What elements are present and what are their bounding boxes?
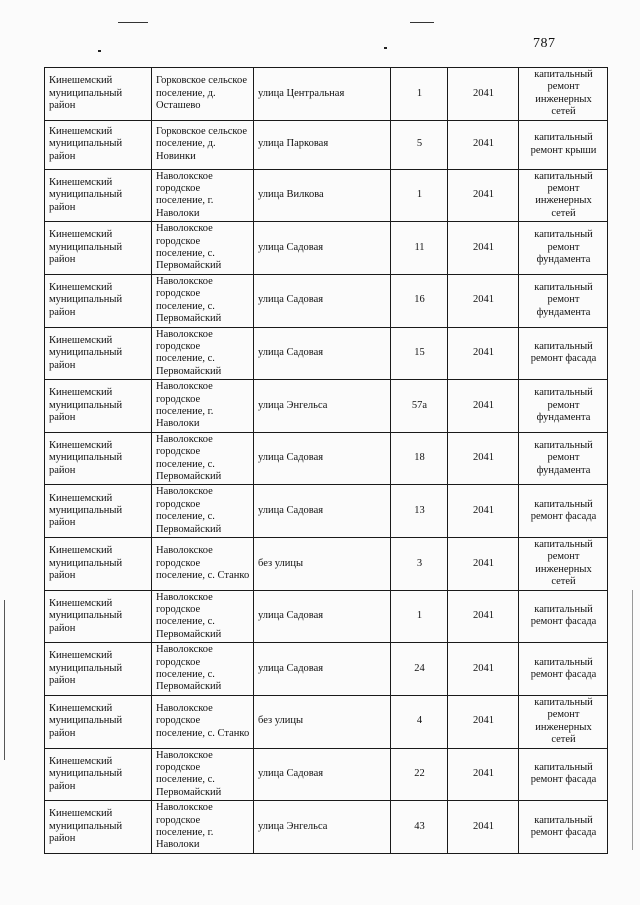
work-type-cell: капитальный ремонт фундамента xyxy=(519,222,608,275)
table-row xyxy=(45,68,608,121)
district-cell: Кинешемский муниципальный район xyxy=(45,590,152,643)
house-number-cell: 18 xyxy=(391,432,448,485)
settlement-cell: Наволокское городское поселение, г. Наволоки xyxy=(152,380,254,433)
district-cell: Кинешемский муниципальный район xyxy=(45,327,152,380)
house-number-cell: 57а xyxy=(391,380,448,433)
year-cell: 2041 xyxy=(448,538,519,591)
year-cell: 2041 xyxy=(448,68,519,121)
year-cell: 2041 xyxy=(448,801,519,854)
scan-edge-mark xyxy=(4,600,5,760)
settlement-cell: Наволокское городское поселение, с. Первомайский xyxy=(152,748,254,801)
street-cell: улица Садовая xyxy=(254,643,391,696)
work-type-cell: капитальный ремонт инженерных сетей xyxy=(519,695,608,748)
scan-artifact-line xyxy=(118,22,148,23)
year-cell: 2041 xyxy=(448,327,519,380)
page-number: 787 xyxy=(533,36,556,51)
work-type-cell: капитальный ремонт фасада xyxy=(519,643,608,696)
settlement-cell: Наволокское городское поселение, с. Первомайский xyxy=(152,643,254,696)
work-type-cell: капитальный ремонт фундамента xyxy=(519,432,608,485)
settlement-cell: Наволокское городское поселение, с. Станко xyxy=(152,538,254,591)
house-number-cell: 22 xyxy=(391,748,448,801)
street-cell: улица Энгельса xyxy=(254,801,391,854)
year-cell: 2041 xyxy=(448,695,519,748)
district-cell: Кинешемский муниципальный район xyxy=(45,485,152,538)
house-number-cell: 24 xyxy=(391,643,448,696)
table-row xyxy=(45,643,608,696)
table-row xyxy=(45,538,608,591)
year-cell: 2041 xyxy=(448,485,519,538)
settlement-cell: Наволокское городское поселение, с. Первомайский xyxy=(152,274,254,327)
year-cell: 2041 xyxy=(448,643,519,696)
work-type-cell: капитальный ремонт крыши xyxy=(519,120,608,169)
street-cell: улица Садовая xyxy=(254,222,391,275)
table-row xyxy=(45,748,608,801)
year-cell: 2041 xyxy=(448,432,519,485)
street-cell: улица Садовая xyxy=(254,327,391,380)
work-type-cell: капитальный ремонт фасада xyxy=(519,327,608,380)
table-row xyxy=(45,695,608,748)
settlement-cell: Наволокское городское поселение, г. Наволоки xyxy=(152,801,254,854)
house-number-cell: 1 xyxy=(391,169,448,222)
street-cell: улица Центральная xyxy=(254,68,391,121)
house-number-cell: 1 xyxy=(391,590,448,643)
house-number-cell: 43 xyxy=(391,801,448,854)
table-row xyxy=(45,120,608,169)
house-number-cell: 3 xyxy=(391,538,448,591)
district-cell: Кинешемский муниципальный район xyxy=(45,68,152,121)
settlement-cell: Наволокское городское поселение, с. Первомайский xyxy=(152,485,254,538)
settlement-cell: Наволокское городское поселение, г. Наволоки xyxy=(152,169,254,222)
year-cell: 2041 xyxy=(448,120,519,169)
house-number-cell: 5 xyxy=(391,120,448,169)
house-number-cell: 11 xyxy=(391,222,448,275)
table-row xyxy=(45,801,608,854)
street-cell: улица Садовая xyxy=(254,432,391,485)
district-cell: Кинешемский муниципальный район xyxy=(45,538,152,591)
table-row xyxy=(45,274,608,327)
district-cell: Кинешемский муниципальный район xyxy=(45,380,152,433)
district-cell: Кинешемский муниципальный район xyxy=(45,643,152,696)
street-cell: улица Энгельса xyxy=(254,380,391,433)
year-cell: 2041 xyxy=(448,748,519,801)
table-row xyxy=(45,485,608,538)
table-body xyxy=(45,68,608,854)
year-cell: 2041 xyxy=(448,222,519,275)
work-type-cell: капитальный ремонт инженерных сетей xyxy=(519,169,608,222)
house-number-cell: 1 xyxy=(391,68,448,121)
repair-schedule-table xyxy=(44,67,608,854)
year-cell: 2041 xyxy=(448,380,519,433)
district-cell: Кинешемский муниципальный район xyxy=(45,169,152,222)
table-row xyxy=(45,222,608,275)
table-row xyxy=(45,327,608,380)
table-row xyxy=(45,590,608,643)
scan-artifact-dot xyxy=(98,50,101,52)
street-cell: улица Садовая xyxy=(254,590,391,643)
house-number-cell: 13 xyxy=(391,485,448,538)
street-cell: улица Садовая xyxy=(254,748,391,801)
street-cell: улица Вилкова xyxy=(254,169,391,222)
year-cell: 2041 xyxy=(448,590,519,643)
work-type-cell: капитальный ремонт фасада xyxy=(519,485,608,538)
house-number-cell: 15 xyxy=(391,327,448,380)
table-row xyxy=(45,432,608,485)
district-cell: Кинешемский муниципальный район xyxy=(45,274,152,327)
table-row xyxy=(45,169,608,222)
year-cell: 2041 xyxy=(448,274,519,327)
house-number-cell: 4 xyxy=(391,695,448,748)
scan-artifact-line xyxy=(410,22,434,23)
settlement-cell: Наволокское городское поселение, с. Первомайский xyxy=(152,327,254,380)
district-cell: Кинешемский муниципальный район xyxy=(45,432,152,485)
scan-artifact-dot xyxy=(384,47,387,49)
settlement-cell: Наволокское городское поселение, с. Станко xyxy=(152,695,254,748)
work-type-cell: капитальный ремонт фундамента xyxy=(519,274,608,327)
street-cell: без улицы xyxy=(254,695,391,748)
work-type-cell: капитальный ремонт инженерных сетей xyxy=(519,538,608,591)
district-cell: Кинешемский муниципальный район xyxy=(45,120,152,169)
year-cell: 2041 xyxy=(448,169,519,222)
street-cell: улица Садовая xyxy=(254,485,391,538)
work-type-cell: капитальный ремонт фасада xyxy=(519,801,608,854)
district-cell: Кинешемский муниципальный район xyxy=(45,748,152,801)
work-type-cell: капитальный ремонт инженерных сетей xyxy=(519,68,608,121)
district-cell: Кинешемский муниципальный район xyxy=(45,801,152,854)
street-cell: улица Парковая xyxy=(254,120,391,169)
house-number-cell: 16 xyxy=(391,274,448,327)
settlement-cell: Наволокское городское поселение, с. Первомайский xyxy=(152,432,254,485)
settlement-cell: Наволокское городское поселение, с. Первомайский xyxy=(152,222,254,275)
district-cell: Кинешемский муниципальный район xyxy=(45,222,152,275)
work-type-cell: капитальный ремонт фундамента xyxy=(519,380,608,433)
work-type-cell: капитальный ремонт фасада xyxy=(519,748,608,801)
scan-edge-mark xyxy=(632,590,633,850)
settlement-cell: Горковское сельское поселение, д. Осташево xyxy=(152,68,254,121)
settlement-cell: Горковское сельское поселение, д. Новинки xyxy=(152,120,254,169)
street-cell: без улицы xyxy=(254,538,391,591)
district-cell: Кинешемский муниципальный район xyxy=(45,695,152,748)
table-row xyxy=(45,380,608,433)
settlement-cell: Наволокское городское поселение, с. Первомайский xyxy=(152,590,254,643)
work-type-cell: капитальный ремонт фасада xyxy=(519,590,608,643)
street-cell: улица Садовая xyxy=(254,274,391,327)
